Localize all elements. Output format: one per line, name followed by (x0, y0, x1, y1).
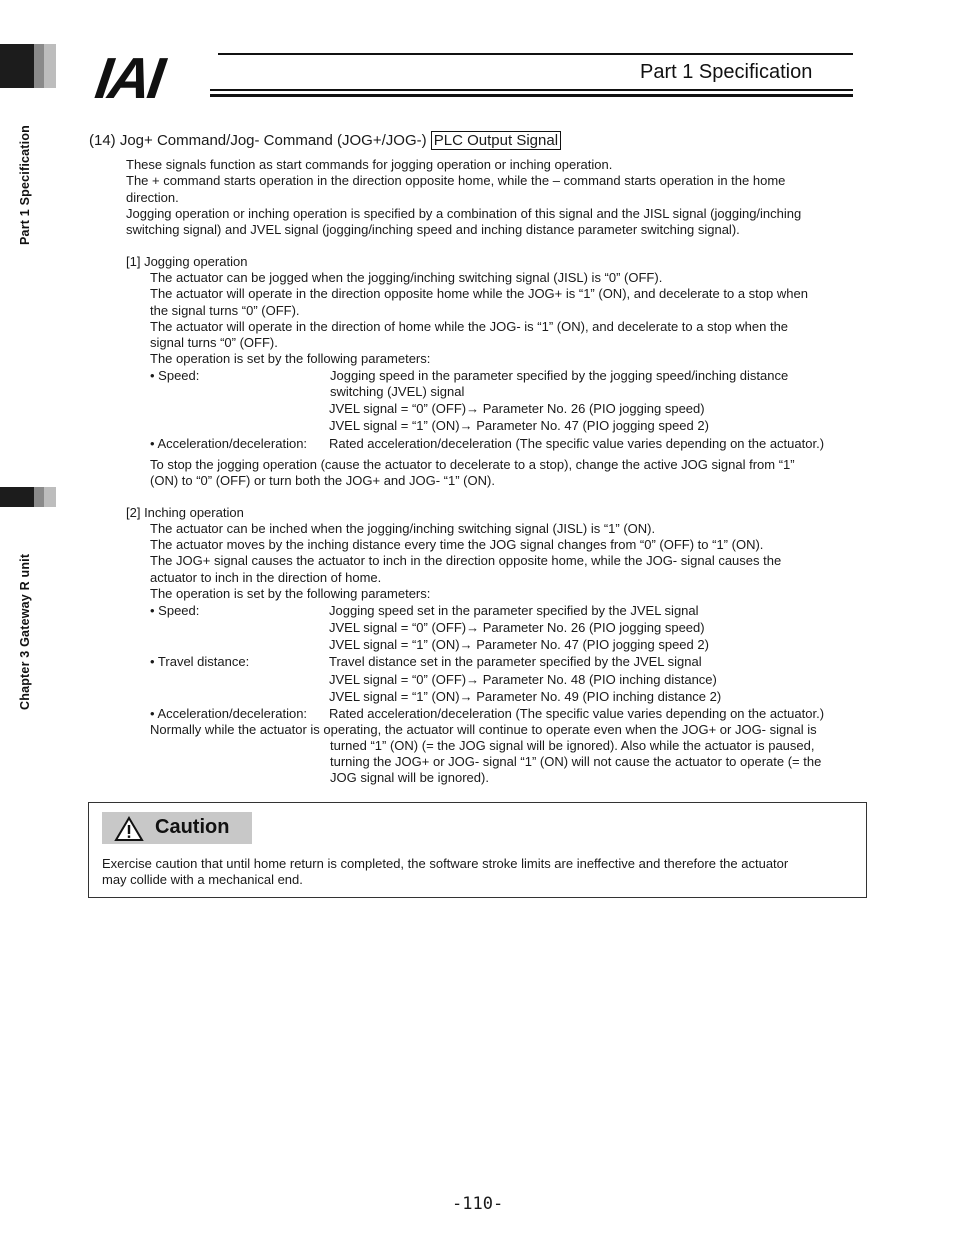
jog-line: The actuator will operate in the direction of home while the JOG- is “1” (ON), and decelerate to a stop when the (150, 319, 789, 334)
jog-speed-line: JVEL signal = “1” (ON)→ Parameter No. 47 (PIO jogging speed 2) (329, 418, 709, 433)
caution-line: Exercise caution that until home return is completed, the software stroke limits are ineffective and therefore the actuator (102, 856, 789, 871)
intro-line: Jogging operation or inching operation is specified by a combination of this signal and the JISL signal (jogging/inching (126, 206, 802, 221)
inch-line: The JOG+ signal causes the actuator to inch in the direction opposite home, while the JOG- signal causes the (150, 553, 782, 568)
inch-speed-line: JVEL signal = “1” (ON)→ Parameter No. 47 (PIO jogging speed 2) (329, 637, 709, 652)
inch-travel-line: JVEL signal = “0” (OFF)→ Parameter No. 48 (PIO inching distance) (329, 672, 717, 687)
page-number: -110- (452, 1194, 504, 1214)
caution-title: Caution (155, 816, 230, 838)
part-tab-marker-light (44, 44, 56, 88)
chapter-tab-marker (0, 487, 34, 507)
inch-speed-line: JVEL signal = “0” (OFF)→ Parameter No. 26 (PIO jogging speed) (329, 620, 705, 635)
inch-travel-line: Travel distance set in the parameter specified by the JVEL signal (329, 654, 702, 669)
warning-triangle-icon (114, 816, 144, 842)
header-rule-bottom (210, 94, 853, 97)
header-title: Part 1 Specification (640, 61, 813, 83)
part-tab-marker (0, 44, 34, 88)
jog-speed-label: • Speed: (150, 368, 200, 383)
jog-title: [1] Jogging operation (126, 254, 248, 269)
jog-line: signal turns “0” (OFF). (150, 335, 278, 350)
signal-type-badge: PLC Output Signal (431, 131, 561, 150)
chapter-tab-marker-light (44, 487, 56, 507)
intro-line: These signals function as start commands for jogging operation or inching operation. (126, 157, 613, 172)
inch-line: The operation is set by the following parameters: (150, 586, 431, 601)
intro-line: switching signal) and JVEL signal (jogging/inching speed and inching distance parameter switching signal). (126, 222, 740, 237)
inch-normally-line: turned “1” (ON) (= the JOG signal will be ignored). Also while the actuator is paused, (330, 738, 815, 753)
jog-line: the signal turns “0” (OFF). (150, 303, 300, 318)
section-heading-text: (14) Jog+ Command/Jog- Command (JOG+/JOG-) (89, 132, 431, 149)
chapter-tab-marker-shade (34, 487, 44, 507)
jog-line: The operation is set by the following parameters: (150, 351, 431, 366)
header-rule-top (218, 53, 853, 55)
inch-accel-text: Rated acceleration/deceleration (The specific value varies depending on the actuator.) (329, 706, 825, 721)
jog-accel-text: Rated acceleration/deceleration (The specific value varies depending on the actuator.) (329, 436, 825, 451)
intro-line: direction. (126, 190, 179, 205)
intro-line: The + command starts operation in the direction opposite home, while the – command starts operation in the home (126, 173, 786, 188)
jog-line: The actuator can be jogged when the jogging/inching switching signal (JISL) is “0” (OFF). (150, 270, 663, 285)
inch-title: [2] Inching operation (126, 505, 244, 520)
caution-line: may collide with a mechanical end. (102, 872, 303, 887)
section-heading (89, 132, 561, 149)
jog-speed-line: Jogging speed in the parameter specified by the jogging speed/inching distance (330, 368, 789, 383)
header-rule-mid (210, 89, 853, 91)
inch-normally-line: JOG signal will be ignored). (330, 770, 489, 785)
inch-speed-label: • Speed: (150, 603, 200, 618)
inch-line: The actuator moves by the inching distance every time the JOG signal changes from “0” (OFF) to “1” (ON). (150, 537, 764, 552)
inch-line: actuator to inch in the direction of home. (150, 570, 382, 585)
jog-accel-label: • Acceleration/deceleration: (150, 436, 308, 451)
inch-normally-line: Normally while the actuator is operating, the actuator will continue to operate even when the JOG+ or JOG- signal is (150, 722, 817, 737)
iai-logo: IAI (91, 46, 166, 111)
jog-speed-line: switching (JVEL) signal (330, 384, 465, 399)
jog-stop-line: (ON) to “0” (OFF) or turn both the JOG+ and JOG- “1” (ON). (150, 473, 495, 488)
part-side-label: Part 1 Specification (18, 124, 32, 245)
inch-speed-line: Jogging speed set in the parameter specified by the JVEL signal (329, 603, 699, 618)
inch-accel-label: • Acceleration/deceleration: (150, 706, 308, 721)
inch-normally-line: turning the JOG+ or JOG- signal “1” (ON) will not cause the actuator to operate (= the (330, 754, 822, 769)
inch-travel-label: • Travel distance: (150, 654, 250, 669)
inch-line: The actuator can be inched when the jogging/inching switching signal (JISL) is “1” (ON). (150, 521, 656, 536)
chapter-side-label: Chapter 3 Gateway R unit (18, 553, 32, 710)
jog-stop-line: To stop the jogging operation (cause the actuator to decelerate to a stop), change the active JOG signal from “1” (150, 457, 795, 472)
inch-travel-line: JVEL signal = “1” (ON)→ Parameter No. 49 (PIO inching distance 2) (329, 689, 722, 704)
part-tab-marker-shade (34, 44, 44, 88)
jog-speed-line: JVEL signal = “0” (OFF)→ Parameter No. 26 (PIO jogging speed) (329, 401, 705, 416)
jog-line: The actuator will operate in the direction opposite home while the JOG+ is “1” (ON), and decelerate to a stop when (150, 286, 808, 301)
